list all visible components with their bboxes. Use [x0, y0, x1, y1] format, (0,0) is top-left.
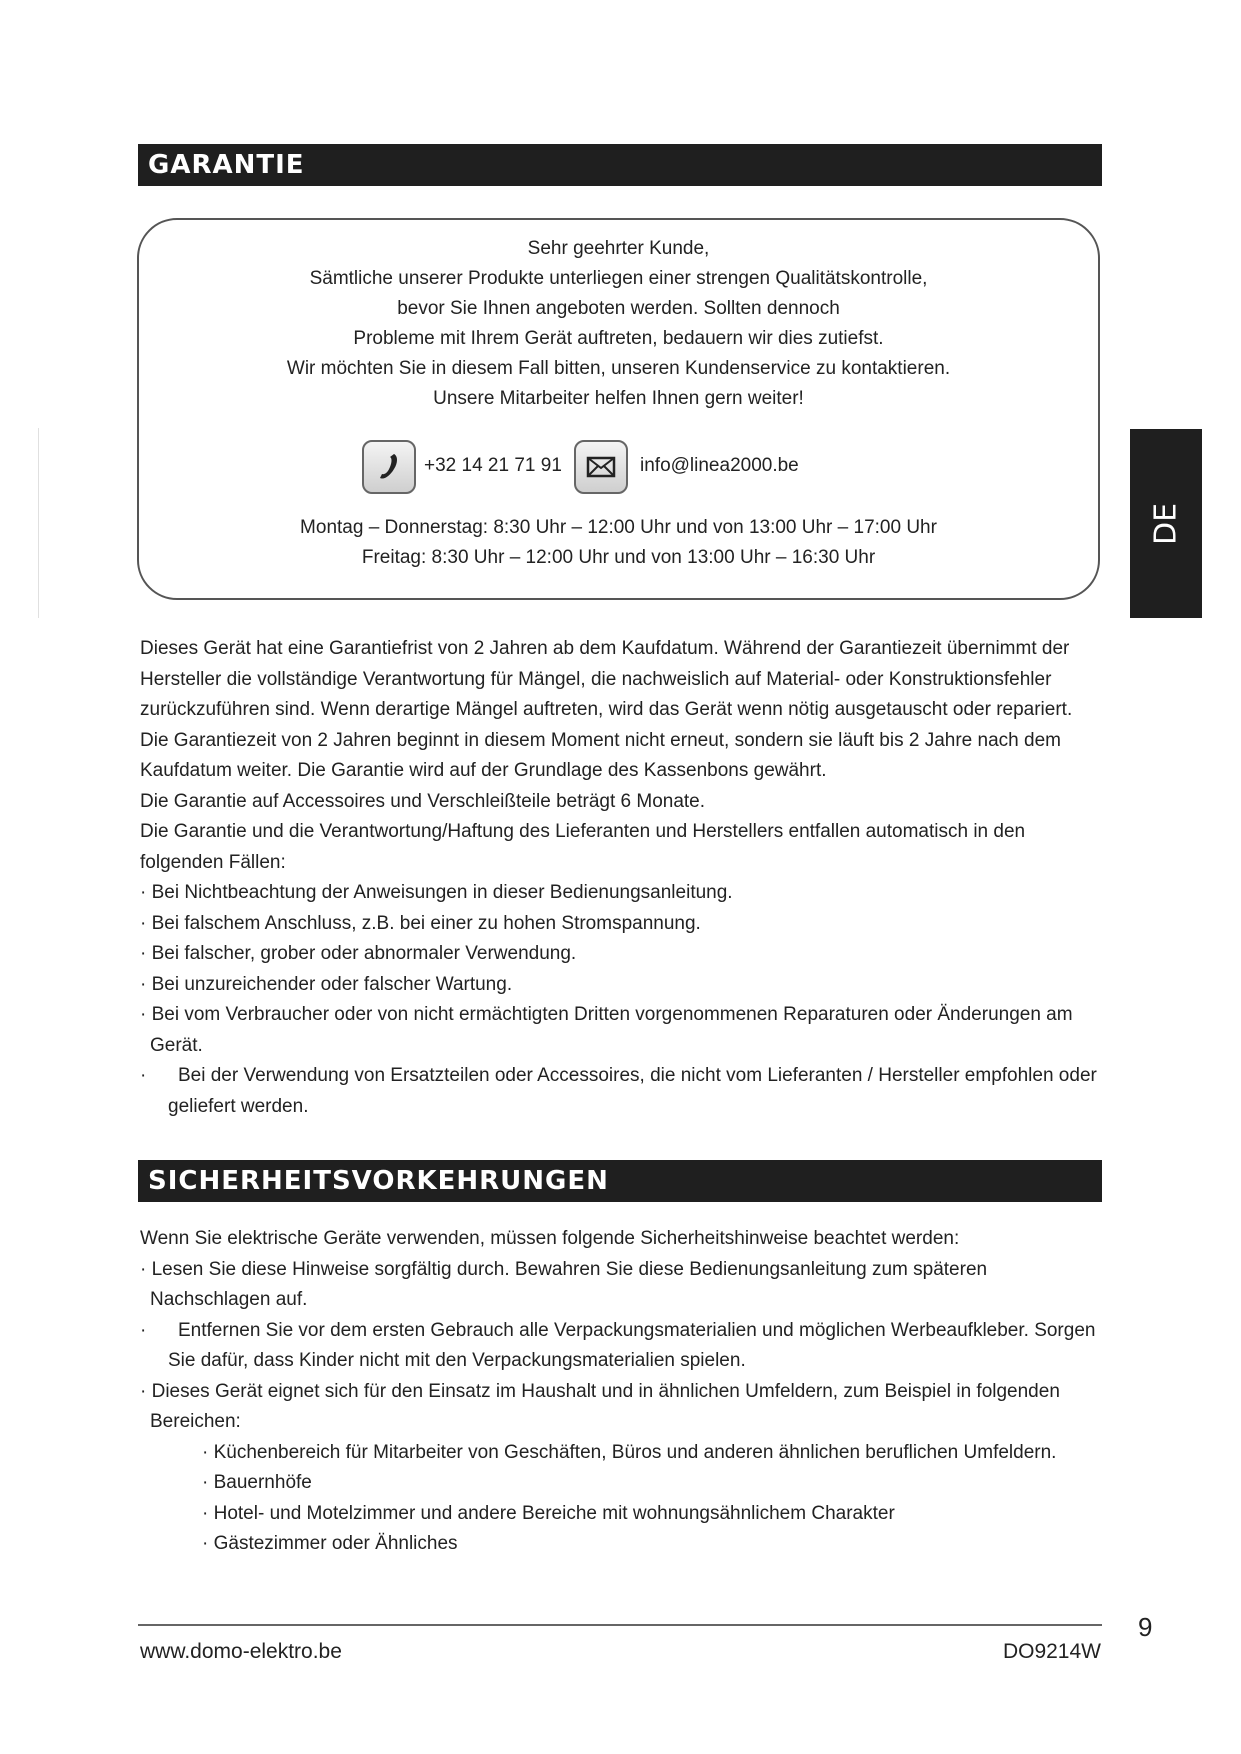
box-line-3: bevor Sie Ihnen angeboten werden. Sollten dennoch [397, 298, 840, 319]
hours-friday: Freitag: 8:30 Uhr – 12:00 Uhr und von 13:00 Uhr – 16:30 Uhr [361, 547, 876, 568]
language-tab [1130, 429, 1202, 618]
list-item: · Bei Nichtbeachtung der Anweisungen in dieser Bedienungsanleitung. [140, 882, 733, 903]
footer-model: DO9214W [1002, 1640, 1101, 1663]
list-item: · Küchenbereich für Mitarbeiter von Geschäften, Büros und anderen ähnlichen beruflichen Umfeldern. [202, 1441, 1057, 1463]
box-line-2: Sämtliche unserer Produkte unterliegen einer strengen Qualitätskontrolle, [309, 268, 928, 289]
list-item: · Bei falschem Anschluss, z.B. bei einer zu hohen Stromspannung. [140, 912, 701, 934]
garantie-body [140, 634, 1100, 1122]
list-item: · Entfernen Sie vor dem ersten Gebrauch alle Verpackungsmaterialien und möglichen Werbeaufkleber. Sorgen Sie dafür, dass Kinder nicht mit den Verpackungsmaterialien spielen. [140, 1319, 1096, 1371]
envelope-icon [574, 440, 628, 494]
box-line-4: Probleme mit Ihrem Gerät auftreten, bedauern wir dies zutiefst. [353, 328, 884, 349]
list-item: · Bauernhöfe [202, 1472, 312, 1493]
safety-intro: Wenn Sie elektrische Geräte verwenden, müssen folgende Sicherheitshinweise beachtet werden: [140, 1228, 960, 1249]
list-item: · Bei der Verwendung von Ersatzteilen oder Accessoires, die nicht vom Lieferanten / Hersteller empfohlen oder geliefert werden. [140, 1065, 1097, 1117]
list-item: · Bei falscher, grober oder abnormaler Verwendung. [140, 943, 577, 964]
accessories-warranty: Die Garantie auf Accessoires und Verschleißteile beträgt 6 Monate. [140, 790, 706, 812]
garantie-paragraph: Dieses Gerät hat eine Garantiefrist von 2 Jahren ab dem Kaufdatum. Während der Garantiezeit übernimmt der Hersteller die vollständige Verantwortung für Mängel, die nachweislich auf Material- oder Konstruktionsfehler zurückzuführen sind. Wenn derartige Mängel auftreten, wird das Gerät wenn nötig ausgetauscht oder repariert. Die Garantiezeit von 2 Jahren beginnt in diesem Moment nicht erneut, sondern sie läuft bis 2 Jahre nach dem Kaufdatum weiter. Die Garantie wird auf der Grundlage des Kassenbons gewährt. [140, 638, 1073, 781]
language-tab-label: DE [1148, 502, 1184, 545]
footer-divider [138, 1624, 1102, 1626]
sicherheit-body [140, 1224, 1100, 1560]
box-greeting: Sehr geehrter Kunde, [527, 238, 710, 259]
hours-weekdays: Montag – Donnerstag: 8:30 Uhr – 12:00 Uhr und von 13:00 Uhr – 17:00 Uhr [300, 517, 937, 538]
exclusions-intro: Die Garantie und die Verantwortung/Haftung des Lieferanten und Herstellers entfallen automatisch in den folgenden Fällen: [140, 821, 1026, 873]
list-item: · Bei vom Verbraucher oder von nicht ermächtigten Dritten vorgenommenen Reparaturen oder Änderungen am Gerät. [140, 1004, 1073, 1056]
margin-rule [38, 428, 39, 618]
list-item: · Dieses Gerät eignet sich für den Einsatz im Haushalt und in ähnlichen Umfeldern, zum Beispiel in folgenden Bereichen: [140, 1380, 1060, 1432]
customer-service-box [137, 218, 1100, 600]
list-item: · Hotel- und Motelzimmer und andere Bereiche mit wohnungsähnlichem Charakter [202, 1502, 895, 1524]
phone-number: +32 14 21 71 91 [424, 455, 562, 476]
garantie-heading: GARANTIE [138, 144, 1102, 186]
box-line-6: Unsere Mitarbeiter helfen Ihnen gern weiter! [433, 388, 804, 409]
list-item: · Lesen Sie diese Hinweise sorgfältig durch. Bewahren Sie diese Bedienungsanleitung zum späteren Nachschlagen auf. [140, 1258, 988, 1310]
footer-website: www.domo-elektro.be [140, 1640, 342, 1663]
page-number: 9 [1138, 1612, 1153, 1642]
list-item: · Bei unzureichender oder falscher Wartung. [140, 973, 513, 995]
list-item: · Gästezimmer oder Ähnliches [202, 1533, 458, 1554]
sublist [140, 1438, 1100, 1560]
box-line-5: Wir möchten Sie in diesem Fall bitten, unseren Kundenservice zu kontaktieren. [286, 358, 951, 379]
email-address: info@linea2000.be [640, 455, 799, 476]
sicherheit-heading: SICHERHEITSVORKEHRUNGEN [138, 1160, 1102, 1202]
phone-icon [362, 440, 416, 494]
